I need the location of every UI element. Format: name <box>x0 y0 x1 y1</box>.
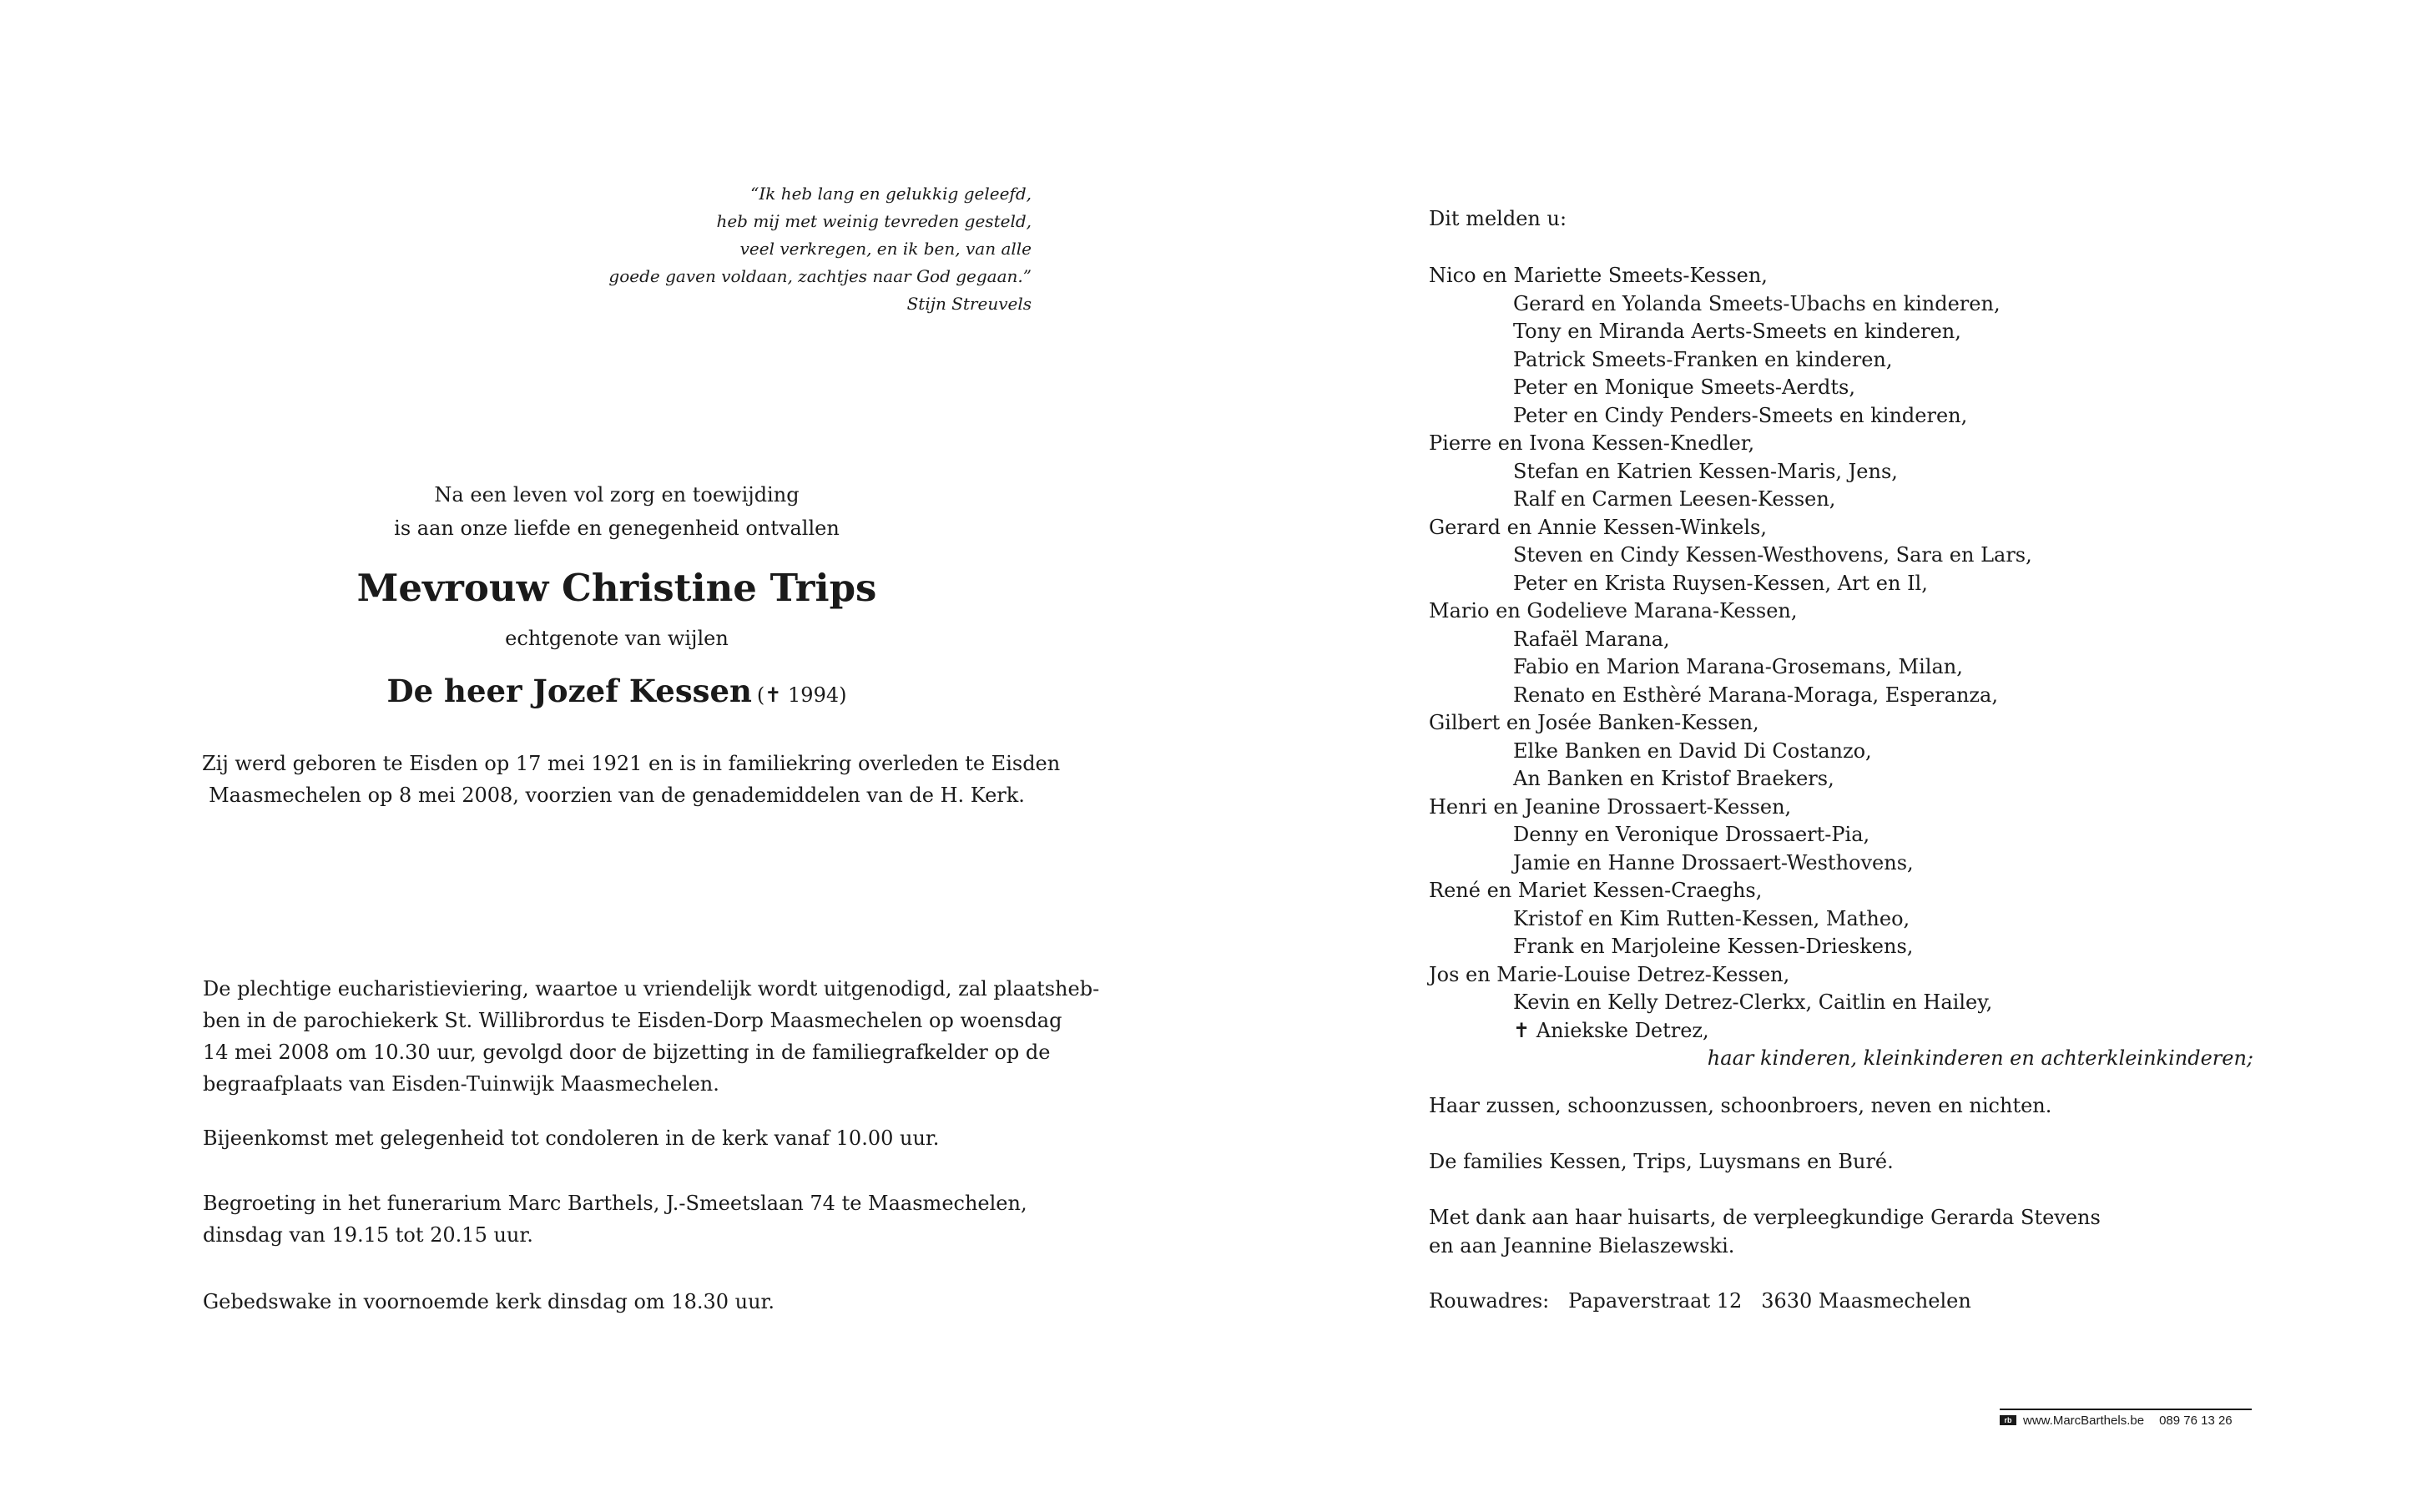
family-member-line: Steven en Cindy Kessen-Westhovens, Sara en Lars, <box>1513 543 2032 567</box>
relation-text: echtgenote van wijlen <box>505 627 729 650</box>
service-line: begraafplaats van Eisden-Tuinwijk Maasmechelen. <box>203 1072 719 1096</box>
mourning-address: Rouwadres: Papaverstraat 12 3630 Maasmechelen <box>1429 1289 1971 1313</box>
quote-line: heb mij met weinig tevreden gesteld, <box>716 211 1032 231</box>
wake-paragraph <box>203 1286 775 1318</box>
husband-line <box>202 668 1032 720</box>
intro-line: is aan onze liefde en genegenheid ontvallen <box>394 517 840 540</box>
undertaker-website[interactable]: www.MarcBarthels.be <box>2023 1413 2145 1428</box>
quote-line: veel verkregen, en ik ben, van alle <box>739 239 1032 259</box>
deceased-name: Mevrouw Christine Trips <box>356 566 877 610</box>
thanks-line: en aan Jeannine Bielaszewski. <box>1429 1233 1735 1257</box>
service-line: 14 mei 2008 om 10.30 uur, gevolgd door de bijzetting in de familiegrafkelder op de <box>203 1041 1051 1064</box>
undertaker-phone: 089 76 13 26 <box>2159 1413 2233 1428</box>
condolences-paragraph <box>203 1122 939 1154</box>
quote-line: goede gaven voldaan, zachtjes naar God gegaan.” <box>608 266 1032 286</box>
family-child-line: René en Mariet Kessen-Craeghs, <box>1429 879 1763 902</box>
intro-line: Na een leven vol zorg en toewijding <box>434 483 800 507</box>
family-member-line: Ralf en Carmen Leesen-Kessen, <box>1513 487 1836 511</box>
family-member-line: Denny en Veronique Drossaert-Pia, <box>1513 823 1870 846</box>
family-member-line: Tony en Miranda Aerts-Smeets en kinderen, <box>1513 320 1961 343</box>
family-member-line: Frank en Marjoleine Kessen-Drieskens, <box>1513 935 1914 958</box>
family-member-line: Peter en Krista Ruysen-Kessen, Art en Il, <box>1513 571 1928 595</box>
family-child-line: Nico en Mariette Smeets-Kessen, <box>1429 264 1768 287</box>
family-summary: haar kinderen, kleinkinderen en achterkleinkinderen; <box>1707 1046 2253 1070</box>
birth-line: Maasmechelen op 8 mei 2008, voorzien van de genademiddelen van de H. Kerk. <box>209 784 1025 807</box>
family-member-line: Peter en Cindy Penders-Smeets en kinderen, <box>1513 403 1968 427</box>
family-list <box>1429 262 2253 1073</box>
family-member-line: An Banken en Kristof Braekers, <box>1513 767 1834 790</box>
funeral-service-paragraph <box>203 973 1100 1100</box>
family-member-line: Renato en Esthèré Marana-Moraga, Esperanza, <box>1513 683 1998 707</box>
wake-text: Gebedswake in voornoemde kerk dinsdag om 18.30 uur. <box>203 1290 775 1313</box>
quote-line: “Ik heb lang en gelukkig geleefd, <box>750 184 1032 204</box>
husband-death-year: (✝ 1994) <box>756 683 847 707</box>
family-member-line: Kevin en Kelly Detrez-Clerkx, Caitlin en Hailey, <box>1513 990 1993 1014</box>
service-line: De plechtige eucharistieviering, waartoe u vriendelijk wordt uitgenodigd, zal plaatsheb- <box>203 977 1100 1000</box>
families-line: De families Kessen, Trips, Luysmans en Buré. <box>1429 1150 1894 1173</box>
husband-name: De heer Jozef Kessen <box>386 673 752 709</box>
undertaker-footer <box>2000 1409 2252 1430</box>
birth-line: Zij werd geboren te Eisden op 17 mei 1921 en is in familiekring overleden te Eisden <box>202 752 1061 775</box>
family-child-line: Gerard en Annie Kessen-Winkels, <box>1429 515 1767 539</box>
family-member-line: Rafaël Marana, <box>1513 627 1670 651</box>
thanks-paragraph <box>1429 1204 2101 1260</box>
service-line: ben in de parochiekerk St. Willibrordus te Eisden-Dorp Maasmechelen op woensdag <box>203 1009 1062 1032</box>
opening-quote <box>467 180 1032 318</box>
family-member-line: Patrick Smeets-Franken en kinderen, <box>1513 347 1893 371</box>
birth-death-details <box>202 748 1061 811</box>
family-member-line: Stefan en Katrien Kessen-Maris, Jens, <box>1513 459 1898 483</box>
family-member-line: Elke Banken en David Di Costanzo, <box>1513 738 1872 763</box>
family-child-line: Gilbert en Josée Banken-Kessen, <box>1429 711 1759 734</box>
family-member-line: ✝ Aniekske Detrez, <box>1513 1018 1709 1042</box>
family-member-line: Kristof en Kim Rutten-Kessen, Matheo, <box>1513 906 1910 930</box>
thanks-line: Met dank aan haar huisarts, de verpleegkundige Gerarda Stevens <box>1429 1206 2101 1229</box>
condolences-text: Bijeenkomst met gelegenheid tot condoleren in de kerk vanaf 10.00 uur. <box>203 1126 940 1150</box>
family-child-line: Pierre en Ivona Kessen-Knedler, <box>1429 431 1755 455</box>
announcer-header: Dit melden u: <box>1429 207 1567 230</box>
quote-author: Stijn Streuvels <box>906 294 1032 314</box>
family-child-line: Mario en Godelieve Marana-Kessen, <box>1429 599 1798 622</box>
announcement-intro <box>202 478 1032 545</box>
undertaker-logo: rb <box>2000 1415 2016 1425</box>
siblings-line: Haar zussen, schoonzussen, schoonbroers, neven en nichten. <box>1429 1094 2052 1117</box>
family-member-line: Fabio en Marion Marana-Grosemans, Milan, <box>1513 655 1963 678</box>
greeting-paragraph <box>203 1187 1027 1251</box>
greeting-line: Begroeting in het funerarium Marc Barthels, J.-Smeetslaan 74 te Maasmechelen, <box>203 1192 1027 1215</box>
family-member-line: Gerard en Yolanda Smeets-Ubachs en kinderen, <box>1513 291 2001 315</box>
family-child-line: Jos en Marie-Louise Detrez-Kessen, <box>1429 962 1790 986</box>
greeting-line: dinsdag van 19.15 tot 20.15 uur. <box>203 1223 533 1247</box>
family-member-line: Jamie en Hanne Drossaert-Westhovens, <box>1513 850 1914 874</box>
family-child-line: Henri en Jeanine Drossaert-Kessen, <box>1429 794 1792 819</box>
family-member-line: Peter en Monique Smeets-Aerdts, <box>1513 375 1855 399</box>
